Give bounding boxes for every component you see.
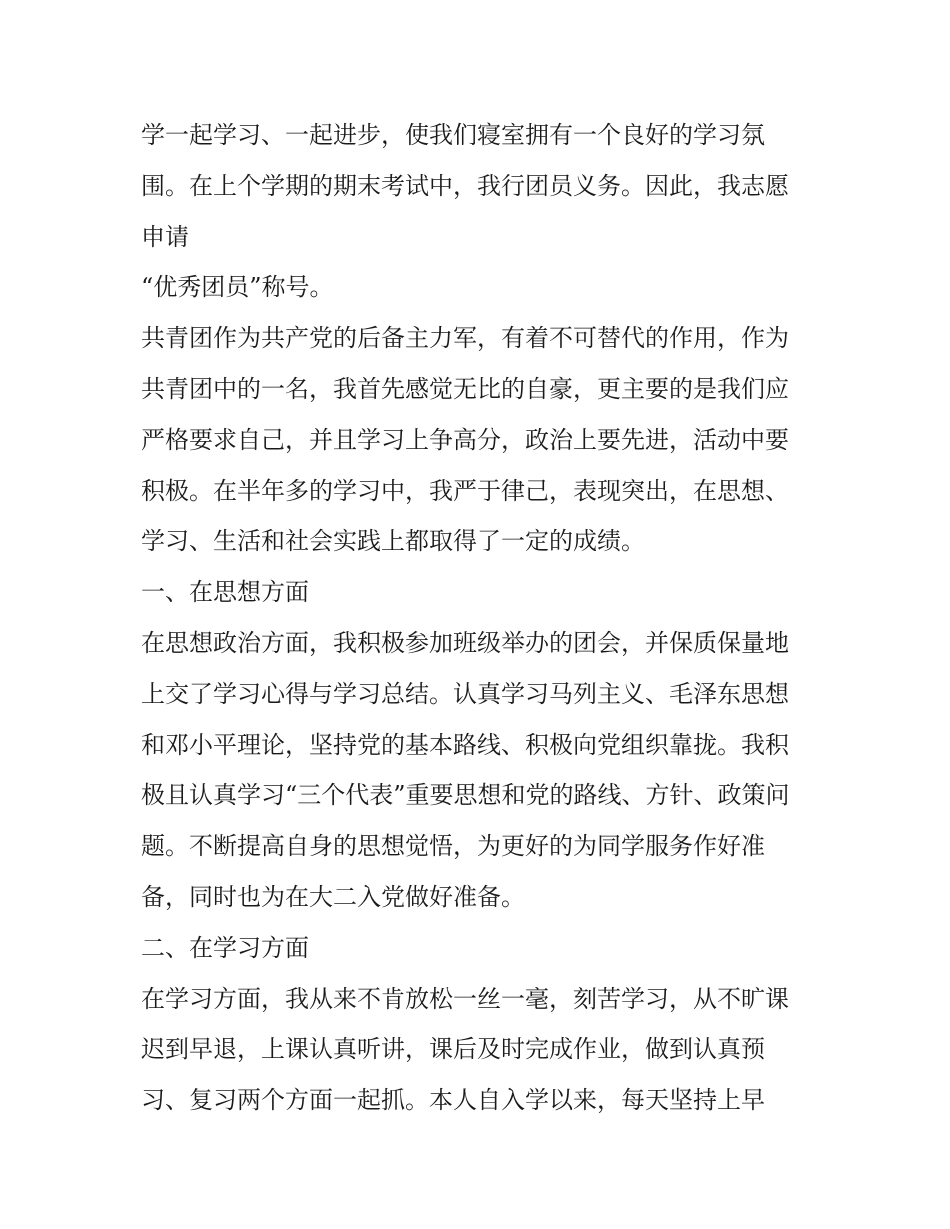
text-line: 共青团作为共产党的后备主力军，有着不可替代的作用，作为 xyxy=(141,324,789,353)
text-line: 备，同时也为在大二入党做好准备。 xyxy=(141,882,525,911)
text-line: 共青团中的一名，我首先感觉无比的自豪，更主要的是我们应 xyxy=(141,374,789,403)
text-line: 在思想政治方面，我积极参加班级举办的团会，并保质保量地 xyxy=(141,628,789,657)
text-line: 习、复习两个方面一起抓。本人自入学以来，每天坚持上早 xyxy=(141,1086,765,1115)
document-body xyxy=(141,110,821,1126)
text-line: 学习、生活和社会实践上都取得了一定的成绩。 xyxy=(141,527,645,556)
text-line: 申请 xyxy=(141,222,189,251)
text-line: 迟到早退，上课认真听讲，课后及时完成作业，做到认真预 xyxy=(141,1035,765,1064)
text-line: “优秀团员”称号。 xyxy=(141,273,334,302)
section-heading: 二、在学习方面 xyxy=(141,933,309,962)
text-line: 在学习方面，我从来不肯放松一丝一毫，刻苦学习，从不旷课 xyxy=(141,984,789,1013)
text-line: 和邓小平理论，坚持党的基本路线、积极向党组织靠拢。我积 xyxy=(141,730,789,759)
text-line: 学一起学习、一起进步，使我们寝室拥有一个良好的学习氛 xyxy=(141,121,765,149)
text-line: 上交了学习心得与学习总结。认真学习马列主义、毛泽东思想 xyxy=(141,679,789,708)
text-line: 围。在上个学期的期末考试中，我行团员义务。因此，我志愿 xyxy=(141,171,789,200)
text-line: 严格要求自己，并且学习上争高分，政治上要先进，活动中要 xyxy=(141,425,789,454)
text-line: 极且认真学习“三个代表”重要思想和党的路线、方针、政策问 xyxy=(141,781,790,810)
text-line: 题。不断提高自身的思想觉悟，为更好的为同学服务作好准 xyxy=(141,832,765,861)
text-line: 积极。在半年多的学习中，我严于律己，表现突出，在思想、 xyxy=(141,476,789,505)
section-heading: 一、在思想方面 xyxy=(141,578,309,607)
